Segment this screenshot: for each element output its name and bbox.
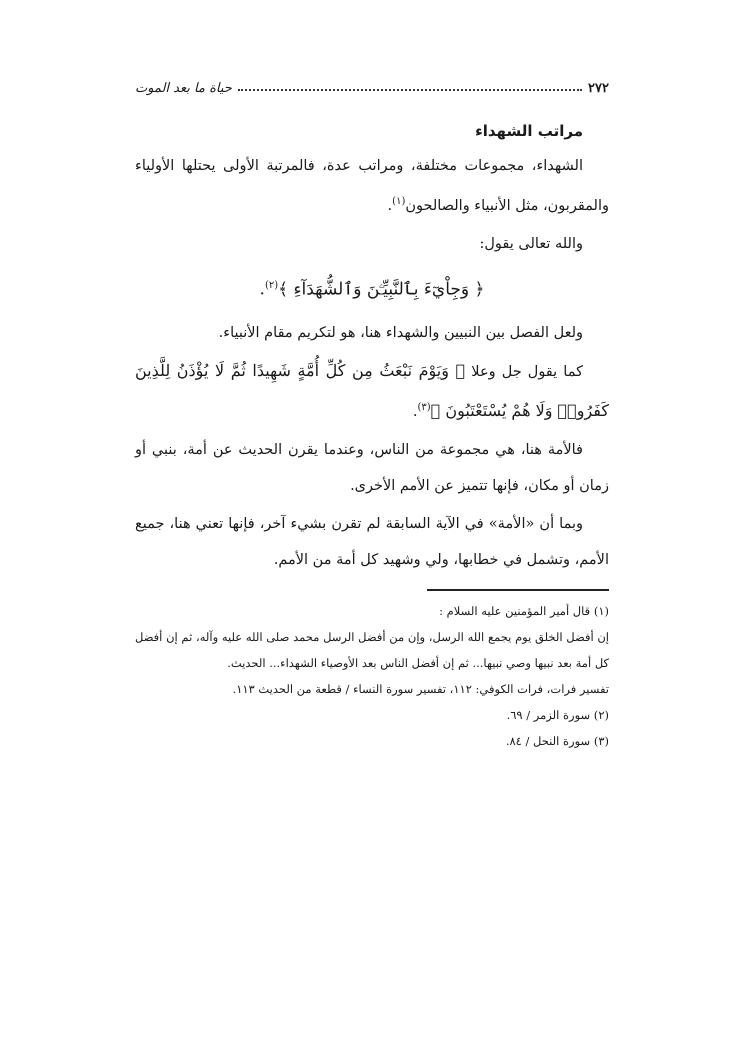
footnote-1-body: إن أفضل الخلق يوم يجمع الله الرسل، وإن من أفضل الرسل محمد صلى الله عليه وآله، ثم إن أفضل كل أمة بعد نبيها وصي نبيها... ثم إن أفضل الناس بعد الأوصياء الشهداء... الحديث.	[135, 630, 609, 670]
header-dotted-leader	[238, 89, 582, 91]
footnote-1-head: (١) قال أمير المؤمنين عليه السلام :	[439, 604, 609, 618]
footnote-separator	[427, 589, 609, 591]
quran-verse-2-end: .	[412, 404, 418, 421]
footnote-1-source: تفسير فرات، فرات الكوفي: ١١٢، تفسير سورة النساء / قطعة من الحديث ١١٣.	[232, 682, 609, 696]
paragraph-2: والله تعالى يقول:	[479, 235, 583, 252]
running-title: حياة ما بعد الموت	[135, 81, 232, 96]
section-heading: مراتب الشهداء	[475, 122, 583, 140]
page-header	[135, 70, 609, 96]
footnote-3: (٣) سورة النحل / ٨٤.	[505, 734, 609, 748]
paragraph-1-end: .	[387, 197, 393, 214]
quran-verse-1-text: ﴿ وَجِاْيٓءَ بِٱلنَّبِيِّـۧنَ وَٱلشُّهَدَآءِ ﴾	[278, 279, 485, 300]
main-content	[135, 122, 609, 580]
footnote-ref-2: (٢)	[264, 279, 279, 291]
footnotes	[135, 598, 609, 754]
quran-verse-2: ﴿ وَيَوْمَ نَبْعَثُ مِن كُلِّ أُمَّةٍ شَهِيدًا ثُمَّ لَا يُؤْذَنُ لِلَّذِينَ كَفَرُوا۟ وَلَا هُمْ يُسْتَعْتَبُونَ ﴾	[135, 361, 609, 421]
paragraph-5: فالأمة هنا، هي مجموعة من الناس، وعندما يقرن الحديث عن أمة، بنبي أو زمان أو مكان، فإنها تتميز عن الأمم الأخرى.	[135, 442, 609, 495]
paragraph-6: وبما أن «الأمة» في الآية السابقة لم تقرن بشيء آخر، فإنها تعني هنا، جميع الأمم، وتشمل في خطابها، ولي وشهيد كل أمة من الأمم.	[135, 516, 609, 569]
paragraph-4-intro: كما يقول جل وعلا	[471, 364, 584, 381]
page-number: ٢٧٢	[588, 81, 609, 96]
paragraph-3: ولعل الفصل بين النبيين والشهداء هنا، هو لتكريم مقام الأنبياء.	[218, 325, 583, 342]
footnote-2: (٢) سورة الزمر / ٦٩.	[506, 708, 609, 722]
paragraph-4	[135, 353, 609, 430]
footnote-ref-1: (١)	[392, 196, 406, 207]
footnote-ref-3: (٣)	[417, 402, 431, 414]
paragraph-1	[135, 148, 609, 224]
quran-verse-1	[135, 268, 609, 308]
quran-verse-1-end: .	[259, 279, 265, 300]
paragraph-1-text: الشهداء، مجموعات مختلفة، ومراتب عدة، فالمرتبة الأولى يحتلها الأولياء والمقربون، مثل الأنبياء والصالحون	[135, 158, 609, 214]
